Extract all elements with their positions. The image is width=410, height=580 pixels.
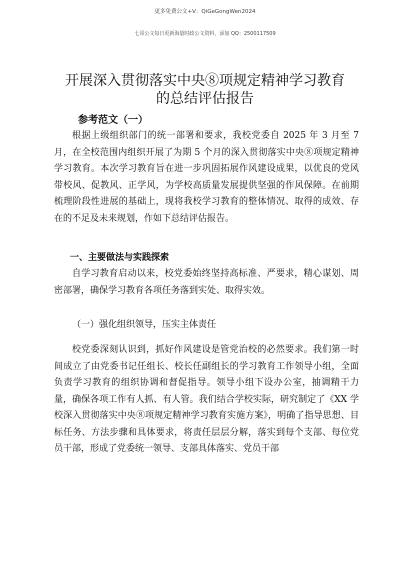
page-header-notice: 七哥公文每日更新海量时政公文资料，添加 QQ：2500117509 (134, 31, 276, 37)
document-subtitle: 参考范文（一） (78, 115, 148, 126)
title-line-1: 开展深入贯彻落实中央⑧项规定精神学习教育 (65, 73, 345, 89)
document-title (40, 72, 370, 108)
subsection-heading-1a: （一）强化组织领导，压实主体责任 (72, 320, 217, 330)
page-header-promo: 更多免费公文+V：QiGeGongWen2024 (154, 9, 256, 15)
paragraph-section1-intro: 自学习教育启动以来，校党委始终坚持高标准、严要求，精心谋划、周密部署，确保学习教育各项任务落到实处、取得实效。 (54, 269, 359, 296)
section-heading-1: 一、主要做法与实践探索 (70, 253, 170, 263)
title-line-2: 的总结评估报告 (156, 91, 254, 107)
paragraph-intro: 根据上级组织部门的统一部署和要求，我校党委自 2025 年 3 月至 7 月，在全校范围内组织开展了为期 5 个月的深入贯彻落实中央⑧项规定精神学习教育。本次学习教育旨在进一步巩固拓展作风建设成果，以优良的党风带校风、促教风、正学风，为学校高质量发展提供坚强的作风保障。在前期梳理阶段性进展的基础上，现将我校学习教育的整体情况、取得的成效、存在的不足及未来规划，作如下总结评估报告。 (54, 131, 359, 224)
paragraph-subsection1a: 校党委深刻认识到，抓好作风建设是管党治校的必然要求。我们第一时间成立了由党委书记任组长、校长任副组长的学习教育工作领导小组，全面负责学习教育的组织协调和督促指导。领导小组下设办公室，抽调精干力量，确保各项工作有人抓、有人管。我们结合学校实际，研究制定了《XX 学校深入贯彻落实中央⑧项规定精神学习教育实施方案》，明确了指导思想、目标任务、方法步骤和具体要求，将责任层层分解，落实到每个支部、每位党员干部，形成了党委统一领导、支部具体落实、党员干部 (54, 345, 359, 454)
